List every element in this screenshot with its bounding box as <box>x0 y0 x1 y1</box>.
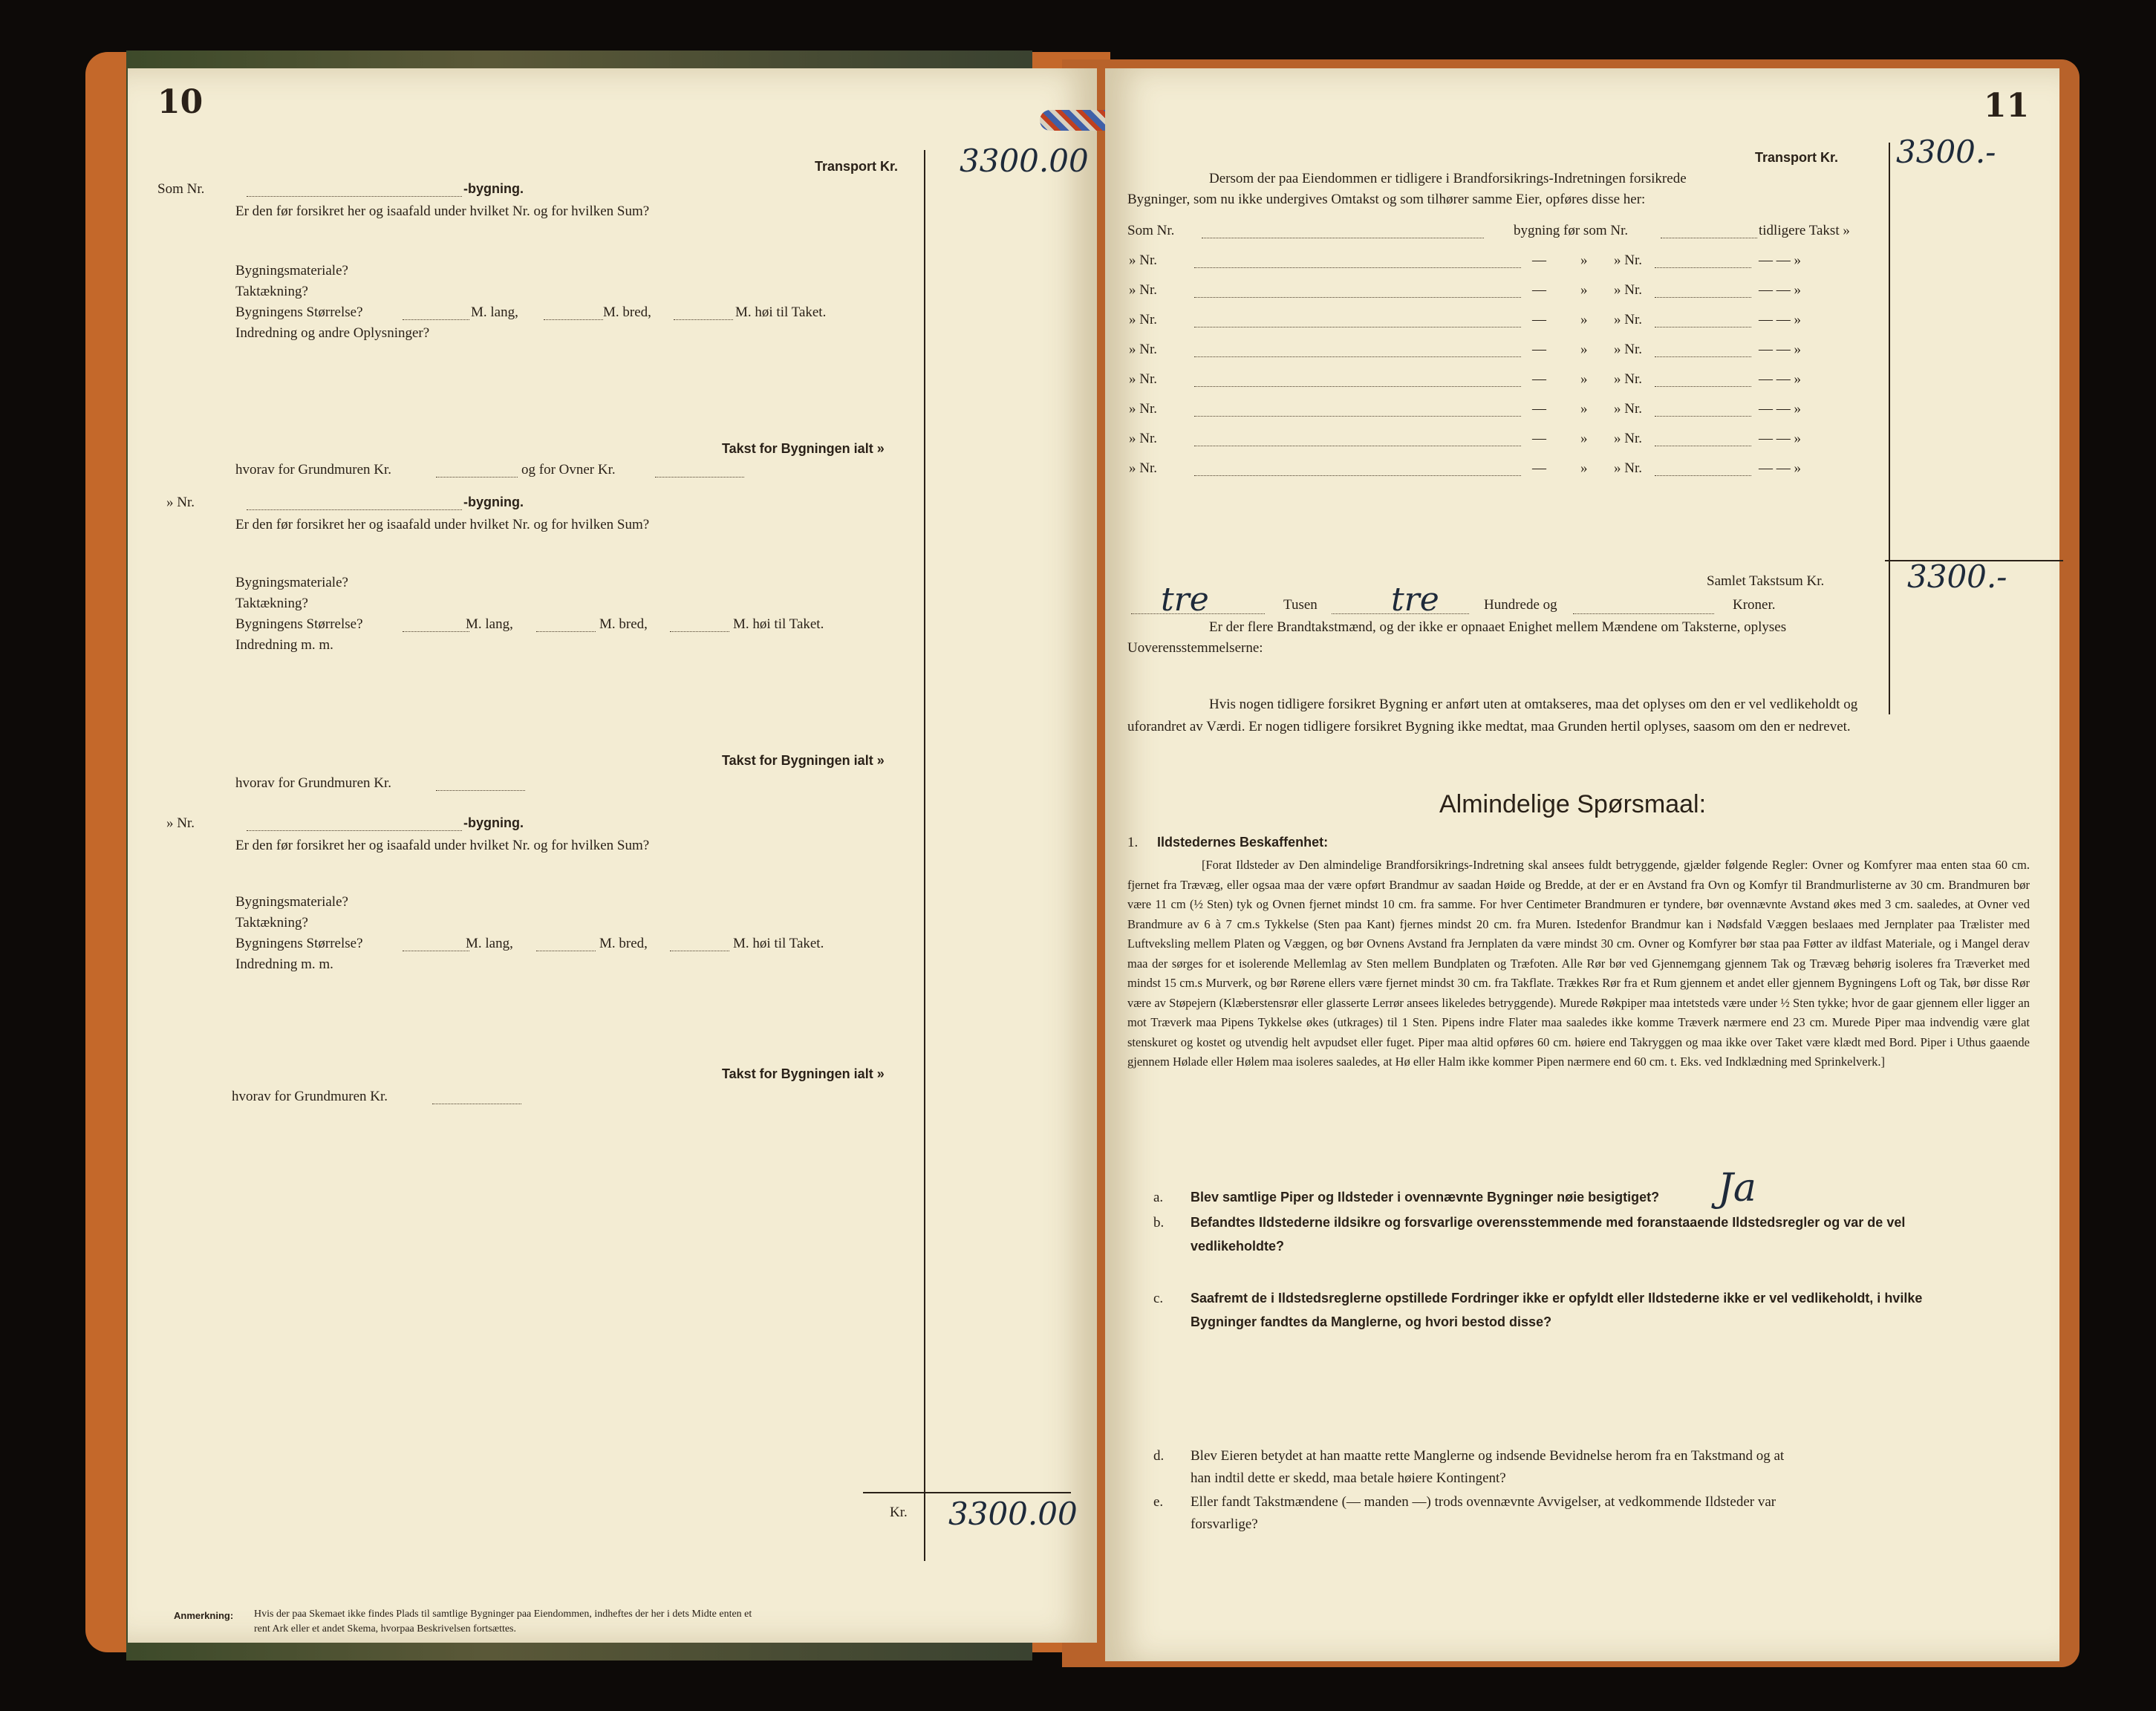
row-dashes: — — » <box>1759 342 1801 357</box>
row-ditto: » <box>1580 431 1588 446</box>
row-first-bygning: bygning før som Nr. <box>1514 223 1629 238</box>
row-nr2-label: » Nr. <box>1614 312 1642 327</box>
row-dashes: — — » <box>1759 371 1801 387</box>
storrelse-label: Bygningens Størrelse? <box>235 304 363 320</box>
hvorav-label: hvorav for Grundmuren Kr. <box>235 775 392 791</box>
m-lang-label: M. lang, <box>466 936 513 951</box>
hundrede-label: Hundrede og <box>1484 597 1557 613</box>
row-dash: — <box>1532 282 1546 298</box>
takst-label: Takst for Bygningen ialt » <box>722 441 885 456</box>
bygning-label: -bygning. <box>463 181 524 196</box>
page-number: 10 <box>157 83 203 121</box>
row-nr-label: » Nr. <box>1129 460 1157 476</box>
total-label: Kr. <box>890 1505 908 1520</box>
qd-text2: han indtil dette er skedd, maa betale høiere Kontingent? <box>1191 1470 1506 1486</box>
qc-text2: Bygninger fandtes da Manglerne, og hvori bestod disse? <box>1191 1314 1552 1329</box>
row-dash: — <box>1532 252 1546 268</box>
intro-line2: Bygninger, som nu ikke undergives Omtakst og som tilhører samme Eier, opføres disse her: <box>1127 192 1646 207</box>
qe-label: e. <box>1153 1494 1164 1510</box>
material-label: Bygningsmateriale? <box>235 263 348 278</box>
row-first-takst: tidligere Takst » <box>1759 223 1850 238</box>
takst-label: Takst for Bygningen ialt » <box>722 1066 885 1081</box>
qb-text1: Befandtes Ildstederne ildsikre og forsvarlige overensstemmende med foranstaaende Ildstedsregler og var de vel <box>1191 1215 1906 1230</box>
nr-label: » Nr. <box>166 495 195 510</box>
row-dash: — <box>1532 460 1546 476</box>
qa-text: Blev samtlige Piper og Ildsteder i ovennævnte Bygninger nøie besigtiget? <box>1191 1190 1660 1205</box>
storrelse-label: Bygningens Størrelse? <box>235 616 363 632</box>
intro-line1: Dersom der paa Eiendommen er tidligere i Brandforsikrings-Indretningen forsikrede <box>1209 171 1687 186</box>
anmerkning-label: Anmerkning: <box>174 1610 234 1621</box>
tusen-label: Tusen <box>1283 597 1318 613</box>
right-page <box>1105 68 2059 1661</box>
row-first-som: Som Nr. <box>1127 223 1175 238</box>
taktaekning-label: Taktækning? <box>235 915 308 931</box>
row-nr-label: » Nr. <box>1129 282 1157 298</box>
m-hoi-label: M. høi til Taket. <box>733 616 824 632</box>
taktaekning-label: Taktækning? <box>235 596 308 611</box>
row-dashes: — — » <box>1759 282 1801 298</box>
m-hoi-label: M. høi til Taket. <box>735 304 827 320</box>
indredning-label: Indredning m. m. <box>235 956 333 972</box>
row-dash: — <box>1532 342 1546 357</box>
qa-answer: Ja <box>1718 1166 1756 1210</box>
taktaekning-label: Taktækning? <box>235 284 308 299</box>
qd-text1: Blev Eieren betydet at han maatte rette Manglerne og indsende Bevidnelse herom fra en Takstmand og at <box>1191 1448 1785 1464</box>
hvis-line2: uforandret av Værdi. Er nogen tidligere forsikret Bygning ikke medtat, maa Grunden hertil oplyses, saasom om den er nedrevet. <box>1127 719 1851 734</box>
transport-label: Transport Kr. <box>1755 150 1839 165</box>
row-nr2-label: » Nr. <box>1614 431 1642 446</box>
section-heading: Almindelige Spørsmaal: <box>1439 790 1707 818</box>
m-bred-label: M. bred, <box>599 936 648 951</box>
transport-value: 3300.00 <box>960 143 1089 179</box>
row-dashes: — — » <box>1759 401 1801 417</box>
m-bred-label: M. bred, <box>603 304 651 320</box>
left-page <box>128 68 1097 1643</box>
forsikret-question: Er den før forsikret her og isaafald under hvilket Nr. og for hvilken Sum? <box>235 838 650 853</box>
total-rule <box>863 1492 1071 1493</box>
row-nr-label: » Nr. <box>1129 371 1157 387</box>
row-dashes: — — » <box>1759 431 1801 446</box>
ovner-label: og for Ovner Kr. <box>521 462 616 478</box>
som-nr-label: Som Nr. <box>157 181 205 197</box>
row-ditto: » <box>1580 371 1588 387</box>
hvis-line1: Hvis nogen tidligere forsikret Bygning er anført uten at omtakseres, maa det oplyses om den er vel vedlikeholdt og <box>1209 697 1858 712</box>
indredning-label: Indredning m. m. <box>235 637 333 653</box>
forsikret-question: Er den før forsikret her og isaafald under hvilket Nr. og for hvilken Sum? <box>235 517 650 532</box>
row-dashes: — — » <box>1759 312 1801 327</box>
ildsted-rules: [Forat Ildsteder av Den almindelige Brandforsikrings-Indretning skal ansees fuldt betryggende, gjælder følgende Regler: Ovner og Komfyrer maa enten staa 60 cm. fjernet fra Trævæg, eller ogsaa maa der være opført Brandmur av saadan Høide og Bredde, at der er en Avstand fra Ovn og Komfyr til Brandmurlisterne av 30 cm. Brandmuren bør være 11 cm (½ Sten) tyk og Ovnen fjernet mindst 10 cm. fra samme. For hver Centimeter Brandmuren er tyndere, bør ovennævnte Avstand økes med 3 cm. saaledes, at Ovner ved Brandmure av 6 à 7 cm.s Tykkelse (Sten paa Kant) fjernes mindst 20 cm. fra Muren. Istedenfor Brandmur kan i Nødsfald Væggen beslaaes med Jernplater paa Trælister med Luftveksling mellem Platen og Væggen, og bør Ovnens Avstand fra Jernplaten da være mindst 30 cm. Ovner og Komfyrer bør staa paa Føtter av ildfast Materiale, og i Mangel derav maa der sørges for et isolerende Mellemlag av Sten mellem Bundplaten og Træfoten. Alle Rør bør ved Gjennemgang gjennem Tak og Trævæg behørig isoleres fra Træverket med mindst 15 cm.s Murverk, og bør Rørene ellers være fjernet mindst 30 cm. fra Takflate. Trækkes Rør fra et Rum gjennem et andet eller gjennem Bygningens Loft og Tak, bør disse Rør være av Støpejern (Klæberstensrør eller glasserte Lerrør ansees likeledes betryggende). Murede Røkpiper maa intetsteds være under ½ Sten tykke; hvor de gaar gjennem eller ligger an mot Træverk maa Pipens Tykkelse økes (utkrages) til 1 Sten. Pipens indre Flater maa saaledes ikke komme Træverk nærmere end 23 cm. Murede Piper maa indvendig være glat stenskuret og kostet og utvendig helt avpudset eller fuget. Piper maa altid opføres 60 cm. høiere end Takryggen og maa ikke over Taket være klædt med Bord. Piper i Uthus gaaende gjennem Hølade eller Hølem maa isoleres saaledes, at Hø eller Halm ikke kommer Pipen nærmere end 60 cm. t. Eks. ved Indklædning med Sprinkelverk.] <box>1127 858 2030 1069</box>
m-lang-label: M. lang, <box>466 616 513 632</box>
qc-text1: Saafremt de i Ildstedsreglerne opstillede Fordringer ikke er opfyldt eller Ildstederne ikke er vel vedlikeholdt, i hvilke <box>1191 1291 1923 1306</box>
row-ditto: » <box>1580 312 1588 327</box>
transport-value: 3300.- <box>1896 134 1996 170</box>
amount-column-rule <box>1889 143 1890 714</box>
row-nr-label: » Nr. <box>1129 342 1157 357</box>
qa-label: a. <box>1153 1190 1164 1205</box>
row-nr-label: » Nr. <box>1129 431 1157 446</box>
samlet-value: 3300.- <box>1907 558 2007 595</box>
material-label: Bygningsmateriale? <box>235 894 348 910</box>
qb-label: b. <box>1153 1215 1165 1231</box>
hvorav-label: hvorav for Grundmuren Kr. <box>235 462 392 478</box>
row-nr2-label: » Nr. <box>1614 252 1642 268</box>
row-nr-label: » Nr. <box>1129 252 1157 268</box>
row-nr2-label: » Nr. <box>1614 401 1642 417</box>
qd-label: d. <box>1153 1448 1165 1464</box>
row-dash: — <box>1532 401 1546 417</box>
anmerkning-line2: rent Ark eller et andet Skema, hvorpaa Beskrivelsen fortsættes. <box>254 1623 517 1635</box>
row-dashes: — — » <box>1759 460 1801 476</box>
row-dash: — <box>1532 431 1546 446</box>
row-dashes: — — » <box>1759 252 1801 268</box>
row-nr2-label: » Nr. <box>1614 371 1642 387</box>
row-ditto: » <box>1580 342 1588 357</box>
q1-number: 1. <box>1127 835 1139 850</box>
amount-column-rule <box>924 150 925 1561</box>
row-ditto: » <box>1580 401 1588 417</box>
m-bred-label: M. bred, <box>599 616 648 632</box>
row-nr2-label: » Nr. <box>1614 460 1642 476</box>
row-dash: — <box>1532 371 1546 387</box>
row-ditto: » <box>1580 252 1588 268</box>
row-nr2-label: » Nr. <box>1614 342 1642 357</box>
storrelse-label: Bygningens Størrelse? <box>235 936 363 951</box>
hundrede-handwritten: tre <box>1391 581 1439 619</box>
qe-text2: forsvarlige? <box>1191 1516 1258 1532</box>
m-lang-label: M. lang, <box>471 304 518 320</box>
total-value: 3300.00 <box>948 1496 1078 1532</box>
anmerkning-line1: Hvis der paa Skemaet ikke findes Plads til samtlige Bygninger paa Eiendommen, indheftes der her i dets Midte enten et <box>254 1609 752 1620</box>
nr-label: » Nr. <box>166 815 195 831</box>
row-ditto: » <box>1580 282 1588 298</box>
flere-line1: Er der flere Brandtakstmænd, og der ikke er opnaaet Enighet mellem Mændene om Taksterne, oplyses <box>1209 619 1787 635</box>
row-nr-label: » Nr. <box>1129 312 1157 327</box>
transport-label: Transport Kr. <box>815 159 899 174</box>
kroner-label: Kroner. <box>1733 597 1776 613</box>
row-nr-label: » Nr. <box>1129 401 1157 417</box>
page-number: 11 <box>1984 87 2030 125</box>
flere-line2: Uoverensstemmelserne: <box>1127 640 1263 656</box>
qc-label: c. <box>1153 1291 1164 1306</box>
hvorav-label: hvorav for Grundmuren Kr. <box>232 1089 388 1104</box>
row-dash: — <box>1532 312 1546 327</box>
qb-text2: vedlikeholdte? <box>1191 1239 1285 1254</box>
indredning-label: Indredning og andre Oplysninger? <box>235 325 430 341</box>
material-label: Bygningsmateriale? <box>235 575 348 590</box>
takst-label: Takst for Bygningen ialt » <box>722 753 885 768</box>
bygning-label: -bygning. <box>463 495 524 509</box>
forsikret-question: Er den før forsikret her og isaafald under hvilket Nr. og for hvilken Sum? <box>235 203 650 219</box>
q1-title: Ildstedernes Beskaffenhet: <box>1157 835 1329 850</box>
row-nr2-label: » Nr. <box>1614 282 1642 298</box>
bygning-label: -bygning. <box>463 815 524 830</box>
samlet-label: Samlet Takstsum Kr. <box>1707 573 1825 589</box>
qe-text1: Eller fandt Takstmændene (— manden —) trods ovennævnte Avvigelser, at vedkommende Ildsteder var <box>1191 1494 1776 1510</box>
row-ditto: » <box>1580 460 1588 476</box>
m-hoi-label: M. høi til Taket. <box>733 936 824 951</box>
tusen-handwritten: tre <box>1161 581 1209 619</box>
